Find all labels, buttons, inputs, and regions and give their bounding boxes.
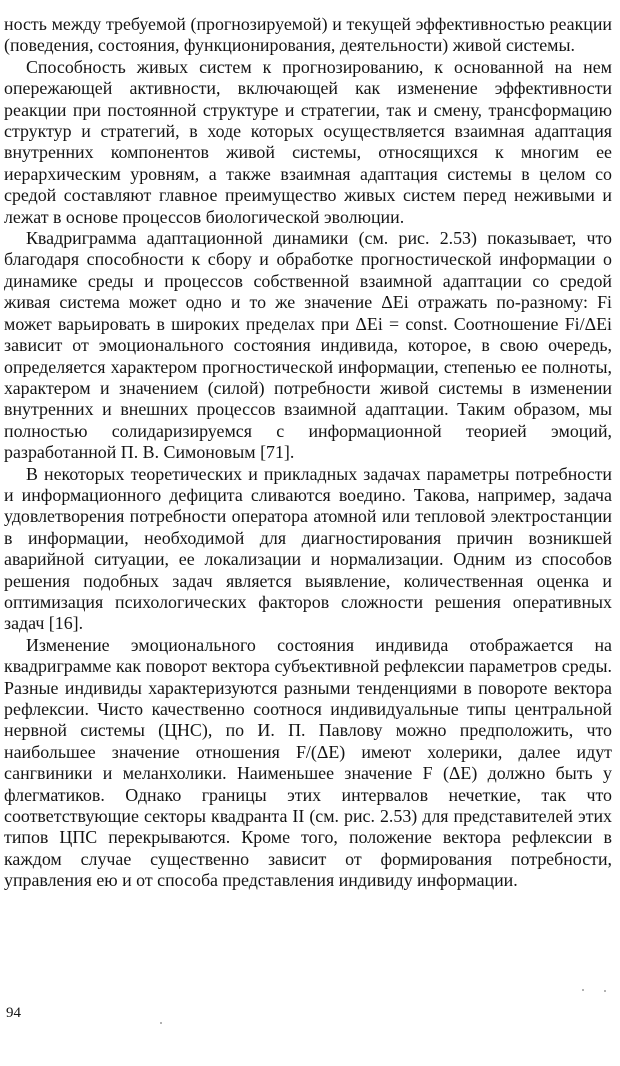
paragraph-quadrigram: Квадриграмма адаптационной динамики (см. рис. 2.53) показывает, что благодаря способности к сбору и обработке прогностической информации о динамике среды и процессов собственной взаимной адаптации со средой живая система может одно и то же значение ΔEi отражать по-разному: Fi может варьировать в широких пределах при ΔEi = const. Соотношение Fi/ΔEi зависит от эмоционального состояния индивида, которое, в свою очередь, определяется характером прогностической информации, степенью ее полноты, характером и значением (силой) потребности живой системы в изменении внутренних и внешних процессов взаимной адаптации. Таким образом, мы полностью солидаризируемся с информационной теорией эмоций, разработанной П. В. Симоновым [71]. bbox=[4, 228, 612, 463]
paragraph-prediction: Способность живых систем к прогнозированию, к основанной на нем опережающей активности, включающей как изменение эффективности реакции при постоянной структуре и стратегии, так и смену, трансформацию структур и стратегий, в ходе которых осуществляется взаимная адаптация внутренних компонентов живой системы, относящихся к многим ее иерархическим уровням, а также взаимная адаптация системы в целом со средой составляют главное преимущество живых систем перед неживыми и лежат в основе процессов биологической эволюции. bbox=[4, 56, 612, 227]
paragraph-continuation: ность между требуемой (прогнозируемой) и текущей эффективностью реакции (поведения, состояния, функционирования, деятельности) живой системы. bbox=[4, 14, 612, 56]
scan-speck bbox=[604, 990, 606, 992]
page-number: 94 bbox=[6, 1005, 21, 1021]
page-body bbox=[4, 14, 612, 892]
paragraph-applied-tasks: В некоторых теоретических и прикладных задачах параметры потребности и информационного дефицита сливаются воедино. Такова, например, задача удовлетворения потребности оператора атомной или тепловой электростанции в информации, необходимой для диагностирования причин возникшей аварийной ситуации, ее локализации и нормализации. Одним из способов решения подобных задач является выявление, количественная оценка и оптимизация психологических факторов сложности решения оперативных задач [16]. bbox=[4, 463, 612, 634]
scan-speck bbox=[582, 989, 584, 991]
paragraph-emotional-state: Изменение эмоционального состояния индивида отображается на квадриграмме как поворот вектора субъективной рефлексии параметров среды. Разные индивиды характеризуются разными тенденциями в повороте вектора рефлексии. Чисто качественно соотнося индивидуальные типы центральной нервной системы (ЦНС), по И. П. Павлову можно предположить, что наибольшее значение отношения F/(ΔE) имеют холерики, далее идут сангвиники и меланхолики. Наименьшее значение F (ΔE) должно быть у флегматиков. Однако границы этих интервалов нечеткие, так что соответствующие секторы квадранта II (см. рис. 2.53) для представителей этих типов ЦПС перекрываются. Кроме того, положение вектора рефлексии в каждом случае существенно зависит от формирования потребности, управления ею и от способа представления индивиду информации. bbox=[4, 634, 612, 891]
scan-speck bbox=[160, 1022, 162, 1024]
